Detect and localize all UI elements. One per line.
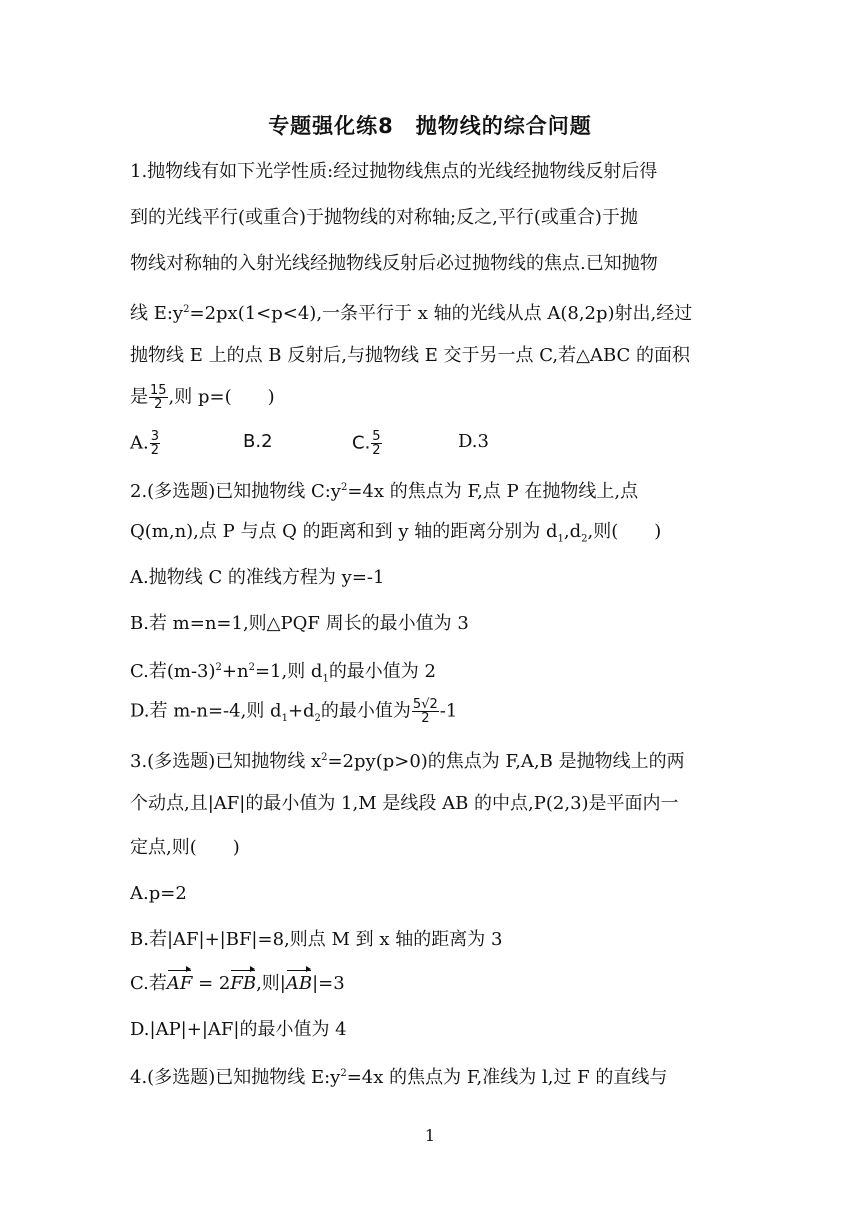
q1-option-d: D.3 [458, 431, 489, 452]
q3-option-b: B.若|AF|+|BF|=8,则点 M 到 x 轴的距离为 3 [130, 929, 503, 950]
q1-area-fraction-num: 15 [150, 383, 167, 398]
q1-line-4 [130, 298, 740, 326]
q2-option-d-sub-2: 2 [314, 713, 321, 725]
q2-option-d-num: 5√2 [412, 697, 438, 712]
q1-option-c-label: C. [352, 432, 371, 454]
q1-option-a-fraction [150, 430, 160, 457]
q4-line-1-text-a: 4.(多选题)已知抛物线 E:y [130, 1067, 341, 1088]
q2-option-c-text-a: C.若(m-3) [130, 661, 216, 682]
q2-option-a: A.抛物线 C 的准线方程为 y=-1 [130, 567, 385, 588]
q2-option-c-text-d: 的最小值为 2 [328, 661, 436, 682]
q2-option-c-text-b: +n [221, 661, 249, 682]
q2-line-2-text-a: Q(m,n),点 P 与点 Q 的距离和到 y 轴的距离分别为 d [130, 521, 558, 542]
q1-line-4-text-b: =2px(1<p<4),一条平行于 x 轴的光线从点 A(8,2p)射出,经过 [189, 303, 693, 324]
q3-option-c [130, 972, 740, 996]
q3-line-2: 个动点,且|AF|的最小值为 1,M 是线段 AB 的中点,P(2,3)是平面内一 [130, 793, 679, 814]
q3-option-c-text-b: = 2 [192, 973, 231, 994]
q4-line-1-text-b: =4x 的焦点为 F,准线为 l,过 F 的直线与 [346, 1067, 668, 1088]
q3-option-c-text-a: C.若 [130, 973, 167, 994]
q2-line-2-sub-1: 1 [557, 533, 564, 545]
q1-option-a-den: 2 [150, 443, 160, 458]
q2-option-d-text-d: -1 [439, 700, 458, 722]
q1-option-c-fraction [371, 430, 381, 457]
q3-option-c-text-d: |=3 [312, 973, 345, 994]
q1-line-5: 抛物线 E 上的点 B 反射后,与抛物线 E 交于另一点 C,若△ABC 的面积 [130, 345, 691, 366]
q2-line-2 [130, 520, 740, 552]
q2-option-d-den: 2 [421, 711, 430, 726]
q3-line-3: 定点,则( ) [130, 837, 240, 858]
q2-option-c [130, 656, 740, 692]
q1-line-6-text-a: 是 [130, 386, 148, 408]
q2-line-2-sub-2: 2 [581, 533, 588, 545]
q1-area-fraction [149, 384, 168, 411]
vector-ab: AB [285, 973, 313, 994]
q1-option-a-label: A. [130, 432, 149, 454]
q2-option-d-fraction [412, 698, 439, 725]
page-number: 1 [424, 1126, 436, 1145]
q2-line-2-text-b: ,d [563, 521, 582, 542]
q2-option-c-sup-2: 2 [248, 662, 255, 673]
q2-option-c-sub: 1 [322, 673, 329, 685]
q1-option-a [130, 430, 161, 457]
q3-line-1 [130, 746, 740, 774]
q1-option-c [352, 430, 383, 457]
q1-line-2: 到的光线平行(或重合)于抛物线的对称轴;反之,平行(或重合)于抛 [130, 207, 638, 228]
q2-option-d-sub-1: 1 [281, 713, 288, 725]
q2-line-2-text-c: ,则( ) [587, 521, 662, 542]
q1-option-b: B.2 [243, 431, 273, 452]
q1-line-4-text-a: 线 E:y [130, 303, 184, 324]
q2-option-d-text-c: 的最小值为 [320, 700, 411, 722]
q3-option-c-text-c: ,则| [256, 973, 286, 994]
q2-option-d-text-a: D.若 m-n=-4,则 d [130, 700, 282, 722]
q4-line-1-sup: 2 [340, 1068, 347, 1079]
q1-option-c-den: 2 [372, 443, 381, 458]
q1-option-a-num: 3 [150, 429, 160, 444]
q3-option-a: A.p=2 [130, 883, 187, 904]
q2-option-b: B.若 m=n=1,则△PQF 周长的最小值为 3 [130, 613, 469, 634]
q2-line-1-text-b: =4x 的焦点为 F,点 P 在抛物线上,点 [347, 481, 639, 502]
vector-af: AF [166, 973, 193, 994]
q4-line-1 [130, 1062, 740, 1090]
q2-line-1 [130, 476, 740, 504]
q1-line-6-text-b: ,则 p=( ) [168, 386, 275, 408]
page-title: 专题强化练8 抛物线的综合问题 [268, 114, 592, 138]
q1-line-4-sup: 2 [183, 304, 190, 315]
q1-line-6 [130, 384, 740, 411]
q1-option-c-num: 5 [372, 429, 381, 444]
q1-area-fraction-den: 2 [154, 397, 163, 412]
q1-line-1: 1.抛物线有如下光学性质:经过抛物线焦点的光线经抛物线反射后得 [130, 161, 658, 182]
q2-option-c-text-c: =1,则 d [254, 661, 323, 682]
q1-line-3: 物线对称轴的入射光线经抛物线反射后必过抛物线的焦点.已知抛物 [130, 253, 658, 274]
q2-option-d-text-b: +d [287, 700, 315, 722]
q2-option-c-sup-1: 2 [215, 662, 222, 673]
q3-option-d: D.|AP|+|AF|的最小值为 4 [130, 1019, 347, 1040]
q3-line-1-text-b: =2py(p>0)的焦点为 F,A,B 是抛物线上的两 [327, 751, 685, 772]
q2-line-1-sup: 2 [340, 482, 348, 493]
vector-fb: FB [230, 973, 257, 994]
q2-line-1-text-a: 2.(多选题)已知抛物线 C:y [130, 481, 341, 502]
q3-line-1-sup: 2 [321, 752, 328, 763]
q2-option-d [130, 698, 740, 731]
q3-line-1-text-a: 3.(多选题)已知抛物线 x [130, 751, 322, 772]
